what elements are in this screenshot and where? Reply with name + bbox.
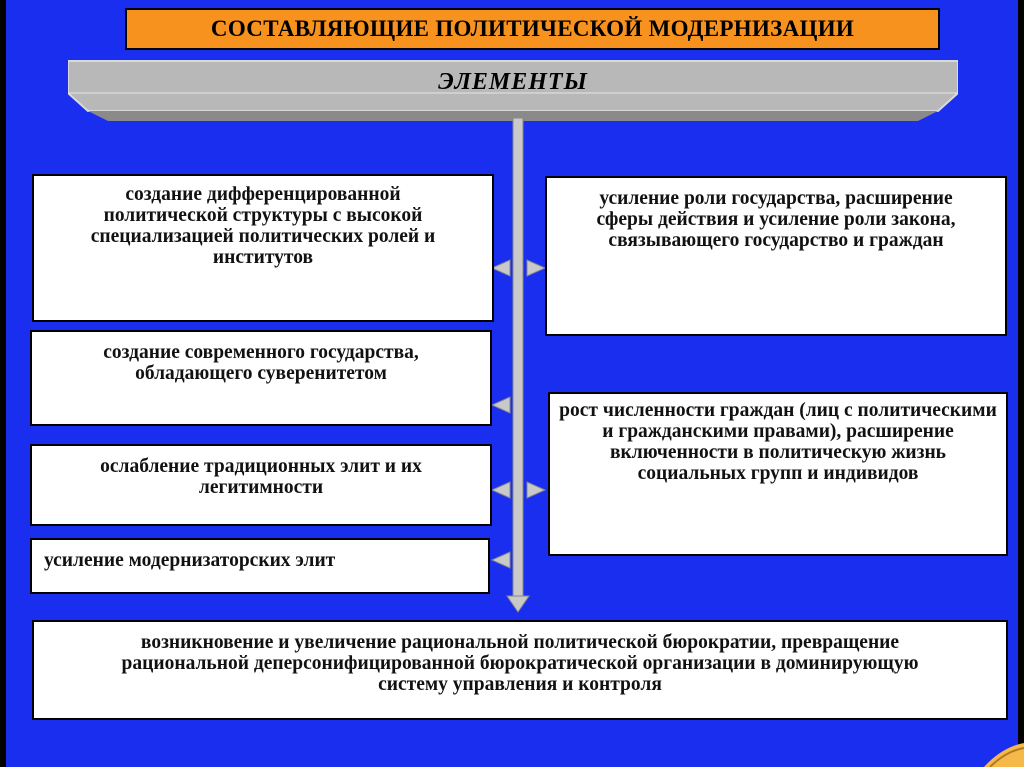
right-box-1 — [545, 176, 1007, 336]
left-box-3 — [30, 444, 492, 526]
right-box-2 — [548, 392, 1008, 556]
left-box-4-text: усиление модернизаторских элит — [44, 550, 336, 571]
bottom-box — [32, 620, 1008, 720]
left-box-2 — [30, 330, 492, 426]
left-box-4 — [30, 538, 490, 594]
left-box-2-text: создание современного государства, обладающего суверенитетом — [103, 342, 419, 384]
arrow-left-2 — [492, 397, 510, 413]
right-box-1-text: усиление роли государства, расширение сферы действия и усиление роли закона, связывающего государство и граждан — [596, 188, 956, 251]
down-arrow — [507, 596, 529, 612]
corner-decoration — [984, 743, 1024, 767]
arrow-right-2 — [527, 482, 545, 498]
arrow-left-4 — [492, 552, 510, 568]
left-box-3-text: ослабление традиционных элит и их легитимности — [100, 456, 422, 498]
left-box-1 — [32, 174, 494, 322]
right-box-2-text: рост численности граждан (лиц с политическими и гражданскими правами), расширение включенности в политическую жизнь социальных групп и индивидов — [559, 400, 997, 484]
bottom-box-text: возникновение и увеличение рациональной политической бюрократии, превращение рациональной деперсонифицированной бюрократической организации в доминирующую систему управления и контроля — [121, 632, 919, 695]
trunk-line — [513, 118, 523, 603]
left-box-1-text: создание дифференцированной политической структуры с высокой специализацией политических ролей и институтов — [90, 184, 436, 268]
slide-title: СОСТАВЛЯЮЩИЕ ПОЛИТИЧЕСКОЙ МОДЕРНИЗАЦИИ — [125, 8, 940, 50]
arrow-left-1 — [492, 260, 510, 276]
elements-label: ЭЛЕМЕНТЫ — [438, 69, 588, 95]
arrow-left-3 — [492, 482, 510, 498]
arrow-right-1 — [527, 260, 545, 276]
